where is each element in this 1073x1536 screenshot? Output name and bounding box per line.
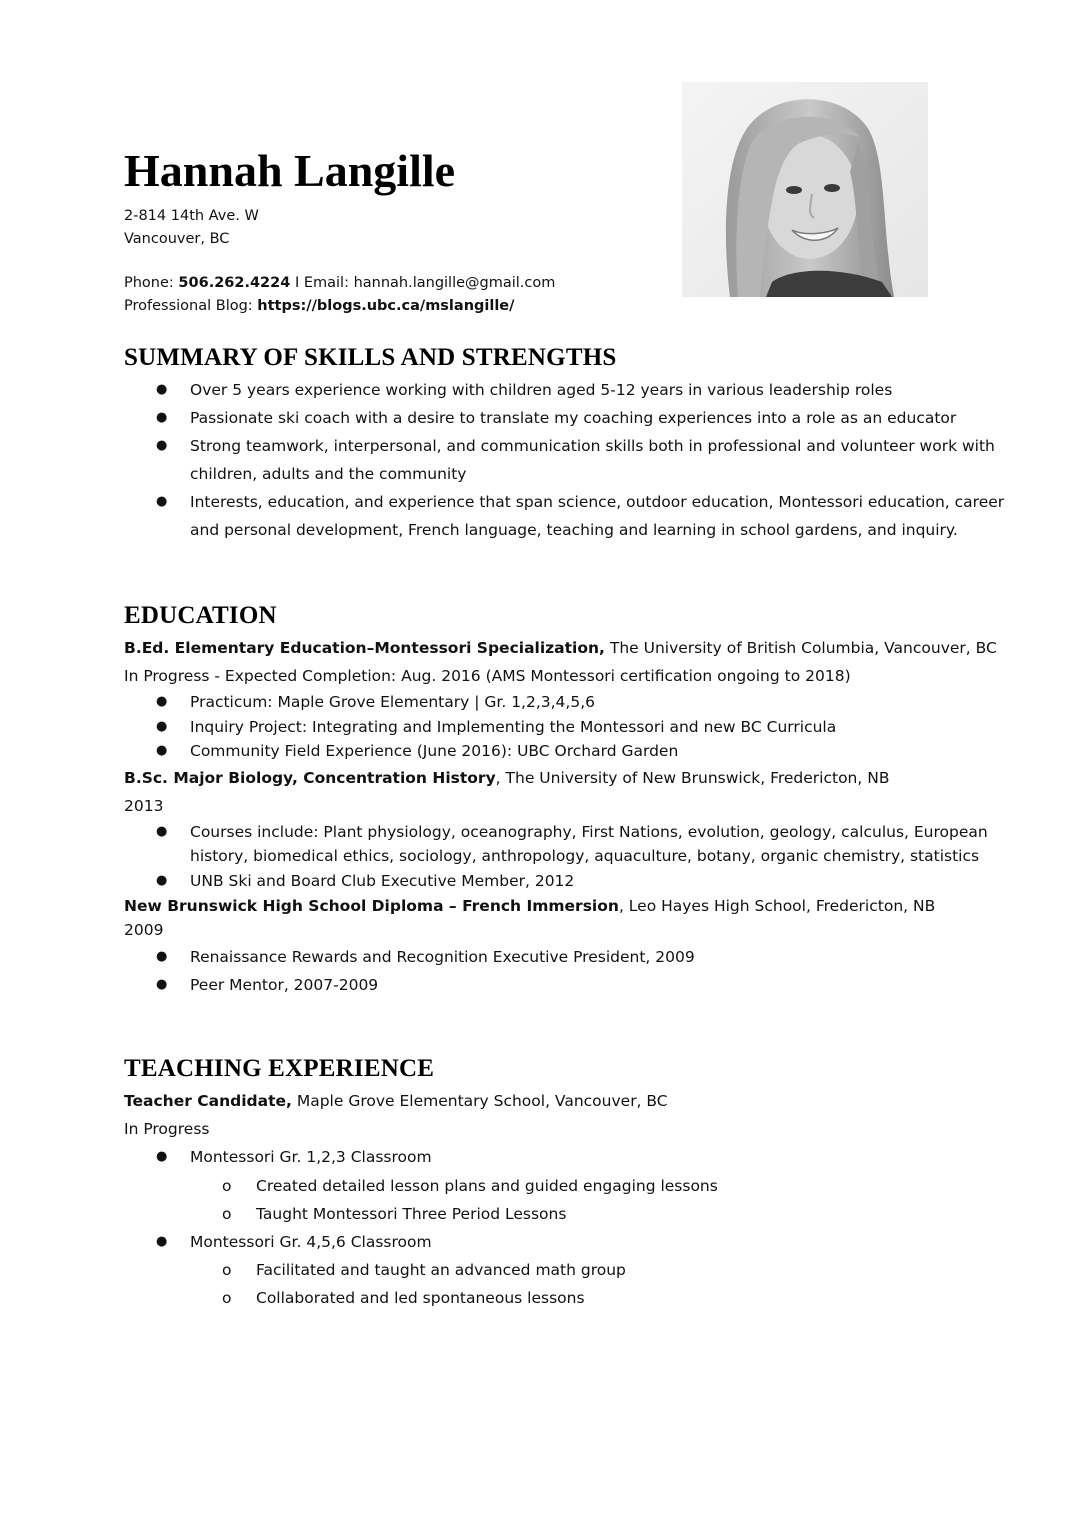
education-entry-1-status: In Progress - Expected Completion: Aug. 2016 (AMS Montessori certification ongoing to 2018) <box>124 667 851 685</box>
list-item: ● Over 5 years experience working with children aged 5-12 years in various leadership roles <box>124 376 1014 404</box>
sub-list-item: o Collaborated and led spontaneous lessons <box>124 1284 1014 1312</box>
education-section <box>124 634 1014 999</box>
candidate-name: Hannah Langille <box>124 145 456 196</box>
circle-bullet-icon: o <box>222 1176 232 1195</box>
email-address[interactable]: hannah.langille@gmail.com <box>353 275 556 291</box>
profile-photo <box>682 82 928 297</box>
summary-heading: SUMMARY OF SKILLS AND STRENGTHS <box>124 344 617 371</box>
list-item: ● Peer Mentor, 2007-2009 <box>124 971 1014 999</box>
list-item: ● UNB Ski and Board Club Executive Member, 2012 <box>124 869 1014 894</box>
bullet-icon: ● <box>156 494 168 509</box>
education-entry-1-list <box>124 690 1014 764</box>
list-item: ● Interests, education, and experience that span science, outdoor education, Montessori education, career and personal development, French language, teaching and learning in school gardens, and inquiry. <box>124 488 1014 544</box>
circle-bullet-icon: o <box>222 1261 232 1280</box>
teaching-list <box>124 1143 1014 1312</box>
bullet-icon: ● <box>156 976 168 992</box>
phone-number: 506.262.4224 <box>178 275 291 291</box>
circle-bullet-icon: o <box>222 1204 232 1223</box>
education-entry-1-title: B.Ed. Elementary Education–Montessori Specialization, The University of British Columbia, Vancouver, BC <box>124 639 997 657</box>
blog-link[interactable]: https://blogs.ubc.ca/mslangille/ <box>257 297 515 314</box>
education-heading: EDUCATION <box>124 602 277 629</box>
contact-block <box>124 205 555 317</box>
education-entry-2-status: 2013 <box>124 796 164 815</box>
teaching-section <box>124 1087 1014 1313</box>
teaching-status: In Progress <box>124 1120 210 1139</box>
list-item: ● Montessori Gr. 1,2,3 Classroom o Created detailed lesson plans and guided engaging lessons o Taught Montessori Three Period Lessons <box>124 1143 1014 1228</box>
sub-list-item: o Taught Montessori Three Period Lessons <box>124 1200 1014 1228</box>
list-item: ● Strong teamwork, interpersonal, and communication skills both in professional and volunteer work with children, adults and the community <box>124 432 1014 488</box>
bullet-icon: ● <box>156 1234 168 1250</box>
contact-spacer <box>124 250 555 272</box>
blog-label: Professional Blog: <box>124 297 253 314</box>
list-item: ● Courses include: Plant physiology, oceanography, First Nations, evolution, geology, calculus, European history, biomedical ethics, sociology, anthropology, aquaculture, botany, organic chemistry, statistics <box>124 820 1014 869</box>
list-item: ● Community Field Experience (June 2016): UBC Orchard Garden <box>124 739 1014 764</box>
list-item: ● Renaissance Rewards and Recognition Executive President, 2009 <box>124 943 1014 971</box>
address-line-2: Vancouver, BC <box>124 230 230 247</box>
list-item: ● Passionate ski coach with a desire to translate my coaching experiences into a role as an educator <box>124 404 1014 432</box>
bullet-icon: ● <box>156 694 168 709</box>
list-item: ● Practicum: Maple Grove Elementary | Gr. 1,2,3,4,5,6 <box>124 690 1014 715</box>
list-item: ● Montessori Gr. 4,5,6 Classroom o Facilitated and taught an advanced math group o Collaborated and led spontaneous lessons <box>124 1228 1014 1313</box>
sub-list <box>190 1256 1014 1312</box>
education-entry-2-list <box>124 820 1014 894</box>
separator: I <box>294 275 300 291</box>
teaching-role: Teacher Candidate, Maple Grove Elementary School, Vancouver, BC <box>124 1092 668 1110</box>
education-entry-3-list <box>124 943 1014 999</box>
education-entry-3-status: 2009 <box>124 921 164 940</box>
bullet-icon: ● <box>156 948 168 964</box>
summary-section <box>124 376 1014 544</box>
email-label: Email: <box>303 275 349 291</box>
sub-list <box>190 1172 1014 1228</box>
blog-line <box>124 295 555 318</box>
bullet-icon: ● <box>156 438 168 453</box>
bullet-icon: ● <box>156 410 168 425</box>
bullet-icon: ● <box>156 743 168 759</box>
summary-list <box>124 376 1014 544</box>
sub-list-item: o Created detailed lesson plans and guided engaging lessons <box>124 1172 1014 1200</box>
teaching-heading: TEACHING EXPERIENCE <box>124 1055 435 1082</box>
circle-bullet-icon: o <box>222 1289 232 1308</box>
phone-email-line <box>124 272 555 295</box>
bullet-icon: ● <box>156 872 168 888</box>
portrait-illustration <box>682 82 928 297</box>
bullet-icon: ● <box>156 382 168 397</box>
bullet-icon: ● <box>156 823 168 839</box>
list-item: ● Inquiry Project: Integrating and Implementing the Montessori and new BC Curricula <box>124 715 1014 740</box>
sub-list-item: o Facilitated and taught an advanced math group <box>124 1256 1014 1284</box>
bullet-icon: ● <box>156 1149 168 1165</box>
bullet-icon: ● <box>156 718 168 734</box>
education-entry-3-title: New Brunswick High School Diploma – French Immersion, Leo Hayes High School, Fredericton, NB <box>124 896 936 915</box>
address-line-1: 2-814 14th Ave. W <box>124 208 259 224</box>
education-entry-2-title: B.Sc. Major Biology, Concentration History, The University of New Brunswick, Fredericton, NB <box>124 768 890 787</box>
phone-label: Phone: <box>124 275 174 291</box>
